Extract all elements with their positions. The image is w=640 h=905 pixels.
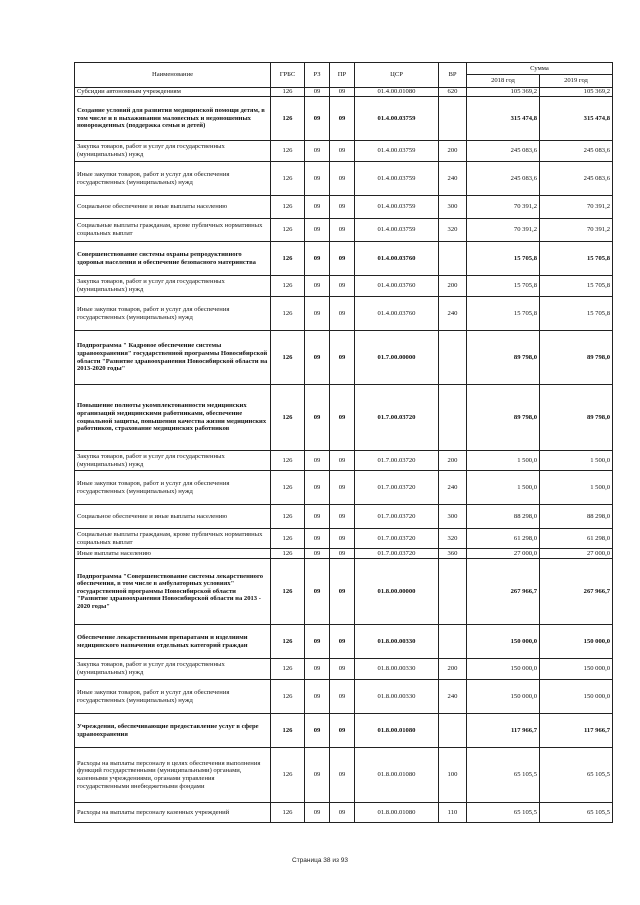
row-pr: 09 <box>330 276 355 297</box>
row-csr: 01.7.00.03720 <box>355 385 439 451</box>
row-grbs: 126 <box>271 803 305 823</box>
row-pr: 09 <box>330 559 355 625</box>
row-pr: 09 <box>330 196 355 219</box>
row-name: Совершенствование системы охраны репродуктивного здоровья населения и обеспечение безопасного материнства <box>75 242 271 276</box>
table-row <box>75 219 613 242</box>
row-name: Субсидии автономным учреждениям <box>75 88 271 97</box>
row-name: Социальное обеспечение и иные выплаты населению <box>75 505 271 529</box>
row-rz: 09 <box>305 276 330 297</box>
row-grbs: 126 <box>271 625 305 659</box>
row-vr: 240 <box>439 297 467 331</box>
row-sum-2019: 105 369,2 <box>540 88 613 97</box>
row-sum-2019: 267 966,7 <box>540 559 613 625</box>
row-csr: 01.7.00.03720 <box>355 549 439 559</box>
table-row <box>75 471 613 505</box>
row-vr <box>439 385 467 451</box>
row-grbs: 126 <box>271 529 305 549</box>
row-grbs: 126 <box>271 714 305 748</box>
row-sum-2019: 15 705,8 <box>540 297 613 331</box>
row-vr: 240 <box>439 471 467 505</box>
row-vr: 240 <box>439 680 467 714</box>
row-rz: 09 <box>305 451 330 471</box>
row-sum-2019: 70 391,2 <box>540 196 613 219</box>
row-sum-2019: 245 083,6 <box>540 141 613 162</box>
row-rz: 09 <box>305 625 330 659</box>
row-rz: 09 <box>305 331 330 385</box>
row-sum-2018: 70 391,2 <box>467 196 540 219</box>
row-csr: 01.7.00.03720 <box>355 505 439 529</box>
table-row <box>75 331 613 385</box>
row-grbs: 126 <box>271 141 305 162</box>
header-name: Наименование <box>75 63 271 88</box>
row-rz: 09 <box>305 196 330 219</box>
row-pr: 09 <box>330 297 355 331</box>
row-rz: 09 <box>305 714 330 748</box>
row-rz: 09 <box>305 803 330 823</box>
row-rz: 09 <box>305 385 330 451</box>
row-rz: 09 <box>305 219 330 242</box>
header-rz: РЗ <box>305 63 330 88</box>
row-vr: 320 <box>439 529 467 549</box>
row-vr: 300 <box>439 505 467 529</box>
table-body <box>75 88 613 823</box>
row-grbs: 126 <box>271 659 305 680</box>
row-sum-2019: 1 500,0 <box>540 451 613 471</box>
table-row <box>75 97 613 141</box>
row-vr: 200 <box>439 276 467 297</box>
row-name: Учреждения, обеспечивающие предоставление услуг в сфере здравоохранения <box>75 714 271 748</box>
row-sum-2018: 65 105,5 <box>467 803 540 823</box>
row-vr: 240 <box>439 162 467 196</box>
row-grbs: 126 <box>271 549 305 559</box>
row-sum-2018: 245 083,6 <box>467 141 540 162</box>
row-pr: 09 <box>330 97 355 141</box>
row-csr: 01.7.00.03720 <box>355 451 439 471</box>
row-sum-2019: 245 083,6 <box>540 162 613 196</box>
table-row <box>75 559 613 625</box>
row-sum-2018: 105 369,2 <box>467 88 540 97</box>
row-name: Подпрограмма " Кадровое обеспечение системы здравоохранения" государственной программы Новосибирской области "Развитие здравоохранения Новосибирской области на 2013-2020 годы" <box>75 331 271 385</box>
header-year-2019: 2019 год <box>540 75 613 88</box>
row-grbs: 126 <box>271 276 305 297</box>
row-name: Иные закупки товаров, работ и услуг для обеспечения государственных (муниципальных) нужд <box>75 471 271 505</box>
row-rz: 09 <box>305 162 330 196</box>
row-sum-2019: 150 000,0 <box>540 659 613 680</box>
row-vr: 110 <box>439 803 467 823</box>
row-sum-2019: 89 798,0 <box>540 331 613 385</box>
row-name: Закупка товаров, работ и услуг для государственных (муниципальных) нужд <box>75 276 271 297</box>
row-name: Подпрограмма "Совершенствование системы лекарственного обеспечения, в том числе в амбулаторных условиях" государственной программы Новосибирской области "Развитие здравоохранения Новосибирской области на 2013 - 2020 годы" <box>75 559 271 625</box>
row-vr: 200 <box>439 659 467 680</box>
row-vr: 200 <box>439 451 467 471</box>
row-sum-2018: 315 474,8 <box>467 97 540 141</box>
row-pr: 09 <box>330 471 355 505</box>
row-csr: 01.4.00.03759 <box>355 141 439 162</box>
row-sum-2018: 88 298,0 <box>467 505 540 529</box>
row-grbs: 126 <box>271 331 305 385</box>
row-pr: 09 <box>330 748 355 803</box>
row-sum-2018: 15 705,8 <box>467 276 540 297</box>
row-csr: 01.8.00.00000 <box>355 559 439 625</box>
row-name: Закупка товаров, работ и услуг для государственных (муниципальных) нужд <box>75 451 271 471</box>
table-row <box>75 385 613 451</box>
row-vr: 200 <box>439 141 467 162</box>
row-name: Создание условий для развития медицинской помощи детям, в том числе и в выхаживании маловесных и недоношенных новорожденных (поддержка семьи и детей) <box>75 97 271 141</box>
row-csr: 01.4.00.03760 <box>355 276 439 297</box>
row-grbs: 126 <box>271 97 305 141</box>
row-grbs: 126 <box>271 559 305 625</box>
table-row <box>75 748 613 803</box>
row-pr: 09 <box>330 385 355 451</box>
row-sum-2018: 61 298,0 <box>467 529 540 549</box>
row-grbs: 126 <box>271 451 305 471</box>
row-csr: 01.8.00.00330 <box>355 625 439 659</box>
table-row <box>75 505 613 529</box>
table-row <box>75 196 613 219</box>
header-grbs: ГРБС <box>271 63 305 88</box>
row-csr: 01.8.00.01080 <box>355 714 439 748</box>
row-name: Иные закупки товаров, работ и услуг для обеспечения государственных (муниципальных) нужд <box>75 162 271 196</box>
table-row <box>75 680 613 714</box>
row-name: Иные выплаты населению <box>75 549 271 559</box>
row-sum-2019: 150 000,0 <box>540 625 613 659</box>
row-vr: 360 <box>439 549 467 559</box>
row-rz: 09 <box>305 505 330 529</box>
table-row <box>75 625 613 659</box>
row-sum-2018: 267 966,7 <box>467 559 540 625</box>
row-grbs: 126 <box>271 297 305 331</box>
row-vr <box>439 559 467 625</box>
row-sum-2018: 150 000,0 <box>467 625 540 659</box>
budget-table <box>74 62 613 823</box>
table-row <box>75 297 613 331</box>
row-csr: 01.4.00.03759 <box>355 219 439 242</box>
table-row <box>75 276 613 297</box>
row-grbs: 126 <box>271 505 305 529</box>
row-pr: 09 <box>330 505 355 529</box>
row-name: Закупка товаров, работ и услуг для государственных (муниципальных) нужд <box>75 141 271 162</box>
row-grbs: 126 <box>271 748 305 803</box>
row-csr: 01.8.00.01080 <box>355 748 439 803</box>
row-csr: 01.4.00.03759 <box>355 162 439 196</box>
row-sum-2019: 89 798,0 <box>540 385 613 451</box>
row-rz: 09 <box>305 549 330 559</box>
table-row <box>75 549 613 559</box>
row-grbs: 126 <box>271 680 305 714</box>
row-rz: 09 <box>305 242 330 276</box>
row-sum-2019: 315 474,8 <box>540 97 613 141</box>
row-grbs: 126 <box>271 242 305 276</box>
row-sum-2018: 27 000,0 <box>467 549 540 559</box>
row-sum-2018: 150 000,0 <box>467 659 540 680</box>
row-csr: 01.7.00.00000 <box>355 331 439 385</box>
row-sum-2019: 15 705,8 <box>540 276 613 297</box>
row-rz: 09 <box>305 141 330 162</box>
row-csr: 01.4.00.01080 <box>355 88 439 97</box>
row-vr: 100 <box>439 748 467 803</box>
row-csr: 01.8.00.00330 <box>355 680 439 714</box>
row-grbs: 126 <box>271 162 305 196</box>
row-csr: 01.4.00.03759 <box>355 97 439 141</box>
row-grbs: 126 <box>271 471 305 505</box>
row-vr <box>439 625 467 659</box>
row-pr: 09 <box>330 451 355 471</box>
row-rz: 09 <box>305 659 330 680</box>
header-pr: ПР <box>330 63 355 88</box>
row-sum-2019: 27 000,0 <box>540 549 613 559</box>
row-pr: 09 <box>330 803 355 823</box>
table-row <box>75 659 613 680</box>
row-rz: 09 <box>305 97 330 141</box>
row-name: Закупка товаров, работ и услуг для государственных (муниципальных) нужд <box>75 659 271 680</box>
row-sum-2018: 1 500,0 <box>467 471 540 505</box>
table-row <box>75 242 613 276</box>
row-sum-2019: 117 966,7 <box>540 714 613 748</box>
row-sum-2018: 245 083,6 <box>467 162 540 196</box>
row-vr <box>439 97 467 141</box>
header-year-2018: 2018 год <box>467 75 540 88</box>
row-sum-2019: 61 298,0 <box>540 529 613 549</box>
row-sum-2018: 65 105,5 <box>467 748 540 803</box>
row-sum-2019: 15 705,8 <box>540 242 613 276</box>
row-sum-2018: 70 391,2 <box>467 219 540 242</box>
row-rz: 09 <box>305 297 330 331</box>
row-name: Социальное обеспечение и иные выплаты населению <box>75 196 271 219</box>
row-rz: 09 <box>305 748 330 803</box>
row-rz: 09 <box>305 88 330 97</box>
row-sum-2018: 89 798,0 <box>467 331 540 385</box>
row-vr: 620 <box>439 88 467 97</box>
row-vr <box>439 242 467 276</box>
row-vr <box>439 714 467 748</box>
row-sum-2019: 150 000,0 <box>540 680 613 714</box>
row-name: Повышение полноты укомплектованности медицинских организаций медицинскими работниками, обеспечение социальной защиты, повышения качества жизни медицинских работников, страхование медицинских работников <box>75 385 271 451</box>
row-rz: 09 <box>305 559 330 625</box>
row-csr: 01.7.00.03720 <box>355 529 439 549</box>
table-row <box>75 714 613 748</box>
row-rz: 09 <box>305 471 330 505</box>
row-name: Социальные выплаты гражданам, кроме публичных нормативных социальных выплат <box>75 529 271 549</box>
header-csr: ЦСР <box>355 63 439 88</box>
table-row <box>75 803 613 823</box>
table-row <box>75 451 613 471</box>
row-csr: 01.8.00.00330 <box>355 659 439 680</box>
row-sum-2018: 150 000,0 <box>467 680 540 714</box>
row-grbs: 126 <box>271 88 305 97</box>
row-pr: 09 <box>330 625 355 659</box>
table-row <box>75 162 613 196</box>
row-name: Иные закупки товаров, работ и услуг для обеспечения государственных (муниципальных) нужд <box>75 297 271 331</box>
row-sum-2018: 89 798,0 <box>467 385 540 451</box>
row-grbs: 126 <box>271 196 305 219</box>
row-pr: 09 <box>330 331 355 385</box>
header-vr: ВР <box>439 63 467 88</box>
row-grbs: 126 <box>271 219 305 242</box>
header-sum: Сумма <box>467 63 613 75</box>
row-pr: 09 <box>330 680 355 714</box>
row-pr: 09 <box>330 88 355 97</box>
row-rz: 09 <box>305 529 330 549</box>
row-vr: 320 <box>439 219 467 242</box>
row-sum-2018: 15 705,8 <box>467 242 540 276</box>
row-name: Иные закупки товаров, работ и услуг для обеспечения государственных (муниципальных) нужд <box>75 680 271 714</box>
row-csr: 01.4.00.03760 <box>355 297 439 331</box>
table-row <box>75 141 613 162</box>
row-pr: 09 <box>330 141 355 162</box>
row-name: Расходы на выплаты персоналу в целях обеспечения выполнения функций государственными (муниципальными) органами, казенными учреждениями, органами управления государственными внебюджетными фондами <box>75 748 271 803</box>
row-vr: 300 <box>439 196 467 219</box>
row-pr: 09 <box>330 714 355 748</box>
table-row <box>75 529 613 549</box>
row-csr: 01.7.00.03720 <box>355 471 439 505</box>
row-csr: 01.4.00.03760 <box>355 242 439 276</box>
row-sum-2019: 70 391,2 <box>540 219 613 242</box>
row-sum-2018: 1 500,0 <box>467 451 540 471</box>
row-name: Обеспечение лекарственными препаратами и изделиями медицинского назначения отдельных категорий граждан <box>75 625 271 659</box>
row-name: Социальные выплаты гражданам, кроме публичных нормативных социальных выплат <box>75 219 271 242</box>
page-number: Страница 38 из 93 <box>292 857 348 864</box>
row-pr: 09 <box>330 242 355 276</box>
row-csr: 01.8.00.01080 <box>355 803 439 823</box>
row-pr: 09 <box>330 659 355 680</box>
row-csr: 01.4.00.03759 <box>355 196 439 219</box>
row-name: Расходы на выплаты персоналу казенных учреждений <box>75 803 271 823</box>
row-pr: 09 <box>330 219 355 242</box>
row-grbs: 126 <box>271 385 305 451</box>
row-sum-2018: 15 705,8 <box>467 297 540 331</box>
row-rz: 09 <box>305 680 330 714</box>
row-pr: 09 <box>330 529 355 549</box>
row-pr: 09 <box>330 162 355 196</box>
row-vr <box>439 331 467 385</box>
row-sum-2019: 65 105,5 <box>540 803 613 823</box>
row-sum-2019: 1 500,0 <box>540 471 613 505</box>
row-sum-2019: 65 105,5 <box>540 748 613 803</box>
table-row <box>75 88 613 97</box>
row-sum-2018: 117 966,7 <box>467 714 540 748</box>
row-pr: 09 <box>330 549 355 559</box>
row-sum-2019: 88 298,0 <box>540 505 613 529</box>
